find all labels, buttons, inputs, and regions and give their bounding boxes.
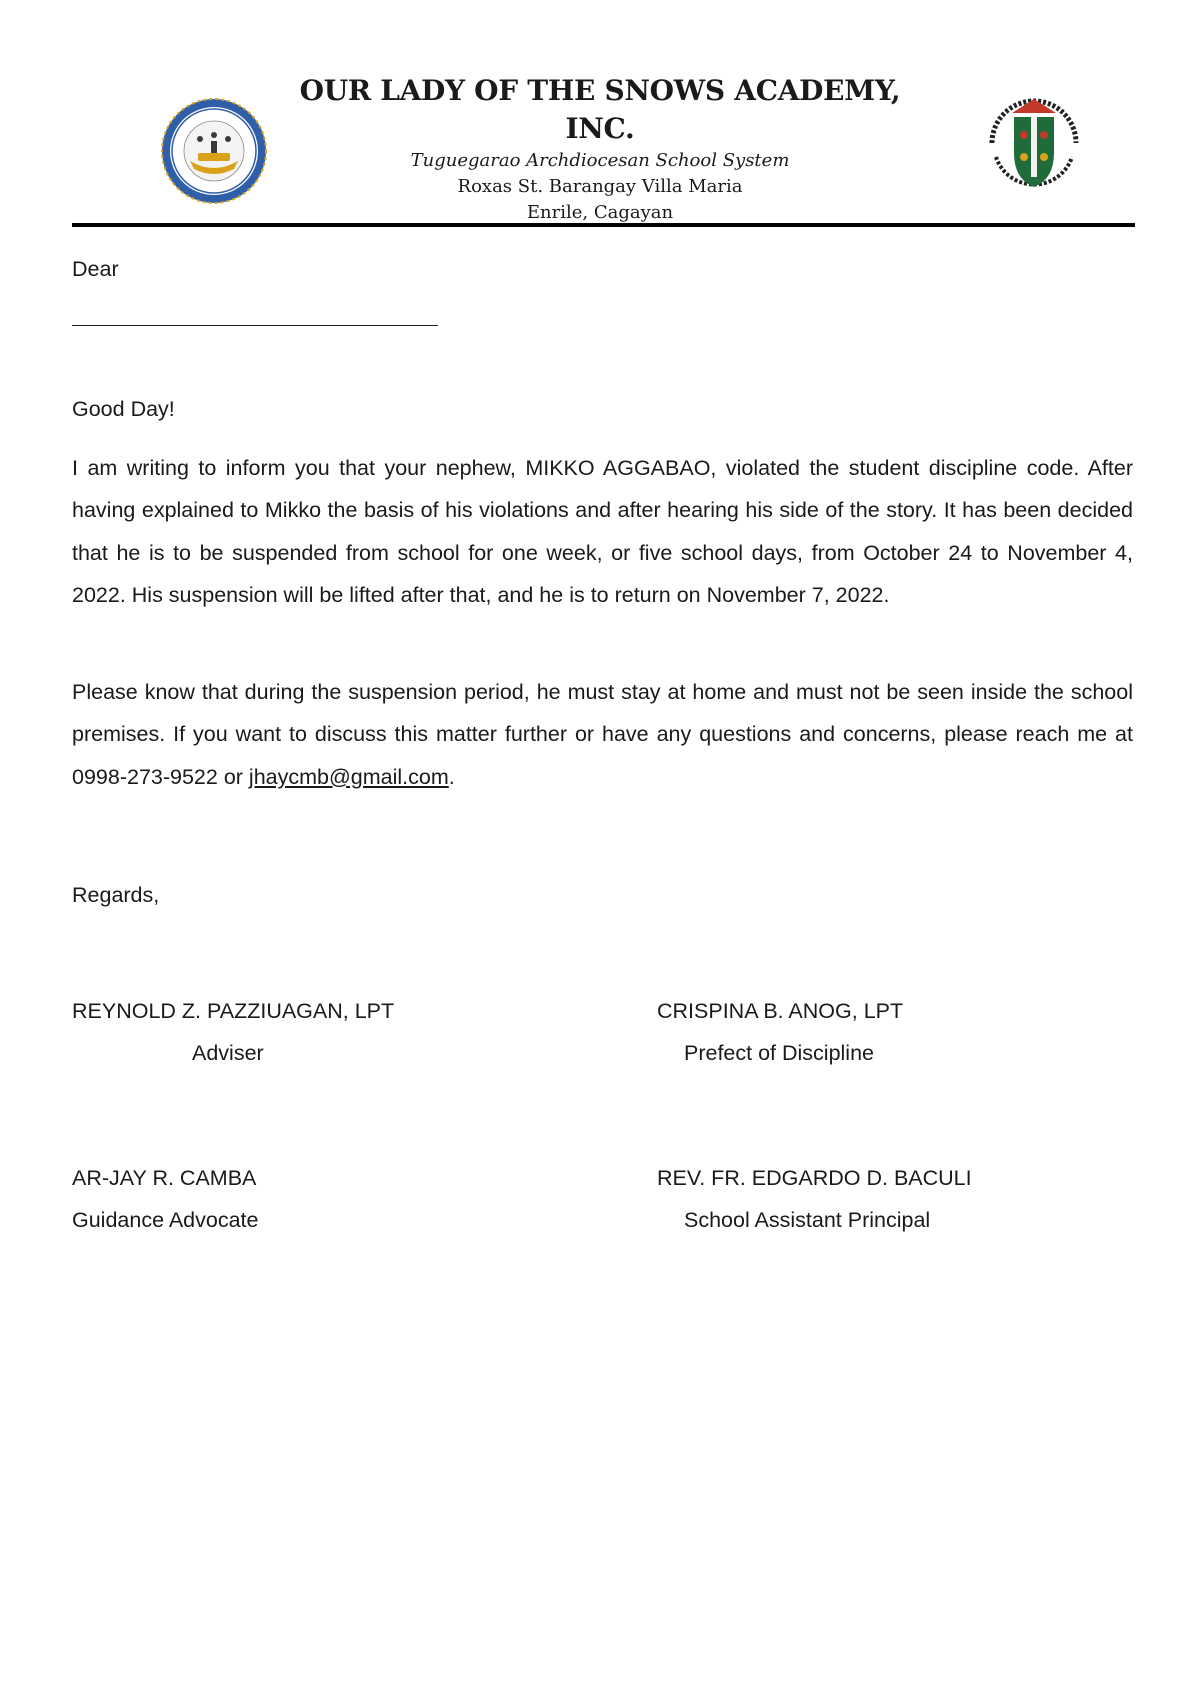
letterhead-divider [72,223,1135,227]
signatory-name: REYNOLD Z. PAZZIUAGAN, LPT [72,999,395,1023]
signatory-name: AR-JAY R. CAMBA [72,1166,257,1190]
signatory-name: CRISPINA B. ANOG, LPT [657,999,904,1023]
school-seal-icon [160,97,268,205]
signatory-title: Prefect of Discipline [684,1041,874,1065]
signatory-title: Guidance Advocate [72,1208,259,1232]
email-link[interactable]: jhaycmb@gmail.com [248,764,449,789]
paragraph-1: I am writing to inform you that your nephew, MIKKO AGGABAO, violated the student discipline code. After having explained to Mikko the basis of his violations and after hearing his side of the story. It has been decided that he is to be suspended from school for one week, or five school days, from October 24 to November 4, 2022. His suspension will be lifted after that, and he is to return on November 7, 2022. [72,456,1133,607]
greeting: Good Day! [72,397,175,421]
letterhead [270,72,930,226]
school-name: OUR LADY OF THE SNOWS ACADEMY, INC. [299,74,901,145]
signatory-title: Adviser [192,1041,264,1065]
paragraph-2-end: . [448,764,455,789]
signatory-name: REV. FR. EDGARDO D. BACULI [657,1166,972,1190]
school-system-name: Tuguegarao Archdiocesan School System [410,150,790,171]
closing: Regards, [72,883,160,907]
address-line-1: Roxas St. Barangay Villa Maria [457,176,743,197]
archdiocesan-crest-icon [978,87,1090,199]
signatory-title: School Assistant Principal [684,1208,931,1232]
salutation: Dear [72,257,119,281]
recipient-blank-line [72,325,438,328]
address-line-2: Enrile, Cagayan [526,202,674,223]
paragraph-2 [72,671,1133,798]
paragraph-2-text: Please know that during the suspension period, he must stay at home and must not be seen inside the school premises. If you want to discuss this matter further or have any questions and concerns, please reach me at 0998-273-9522 or [72,680,1133,789]
